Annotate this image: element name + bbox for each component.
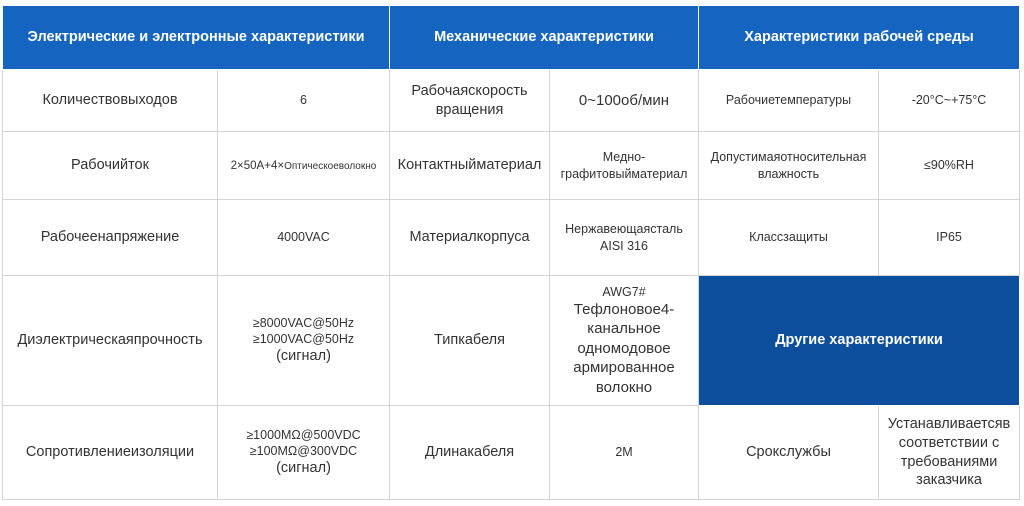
table-row (3, 200, 1020, 276)
dielectric-strength-label: Диэлектрическаяпрочность (3, 276, 218, 406)
operating-voltage-value: 4000VAC (218, 200, 390, 276)
operating-current-value (218, 132, 390, 200)
cable-length-value: 2M (550, 406, 699, 500)
rotation-speed-label: Рабочаяскорость вращения (390, 70, 550, 132)
rotation-speed-value: 0~100об/мин (550, 70, 699, 132)
cable-length-label: Длинакабеля (390, 406, 550, 500)
humidity-label: Допустимаяотносительная влажность (699, 132, 879, 200)
operating-current-main: 2×50A+4× (230, 160, 285, 173)
cable-type-label: Типкабеля (390, 276, 550, 406)
operating-voltage-label: Рабочеенапряжение (3, 200, 218, 276)
contact-material-value: Медно-графитовыйматериал (550, 132, 699, 200)
cable-gauge: AWG7# (602, 284, 646, 299)
dielectric-strength-note: (сигнал) (276, 348, 331, 365)
operating-current-label: Рабочийток (3, 132, 218, 200)
operating-temperature-value: -20°C~+75°C (879, 70, 1020, 132)
protection-class-label: Классзащиты (699, 200, 879, 276)
cable-type-value (550, 276, 699, 406)
table-row (3, 132, 1020, 200)
insulation-resistance-power: ≥1000MΩ@500VDC (246, 427, 361, 442)
insulation-resistance-signal: ≥100MΩ@300VDC (249, 444, 358, 459)
header-row (3, 6, 1020, 70)
table-row (3, 70, 1020, 132)
housing-material-value: Нержавеющаясталь AISI 316 (550, 200, 699, 276)
outputs-count-label: Количествовыходов (3, 70, 218, 132)
dielectric-strength-power: ≥8000VAC@50Hz (252, 315, 355, 330)
mechanical-header: Механические характеристики (390, 6, 699, 70)
humidity-value: ≤90%RH (879, 132, 1020, 200)
operating-temperature-label: Рабочиетемпературы (699, 70, 879, 132)
outputs-count-value: 6 (218, 70, 390, 132)
protection-class-value: IP65 (879, 200, 1020, 276)
service-life-label: Срокслужбы (699, 406, 879, 500)
dielectric-strength-signal: ≥1000VAC@50Hz (252, 332, 355, 347)
specifications-table (2, 5, 1020, 500)
insulation-resistance-label: Сопротивлениеизоляции (3, 406, 218, 500)
electrical-header: Электрические и электронные характеристики (3, 6, 390, 70)
housing-material-label: Материалкорпуса (390, 200, 550, 276)
operating-current-fiber: Оптическоеволокно (284, 161, 377, 173)
other-header: Другие характеристики (699, 276, 1020, 406)
cable-fiber-description: Тефлоновое4-канальное одномодовое армированное волокно (573, 300, 675, 396)
service-life-value: Устанавливаетсяв соответствии с требованиями заказчика (879, 406, 1020, 500)
insulation-resistance-value (218, 406, 390, 500)
table-row (3, 276, 1020, 406)
dielectric-strength-value (218, 276, 390, 406)
contact-material-label: Контактныйматериал (390, 132, 550, 200)
environment-header: Характеристики рабочей среды (699, 6, 1020, 70)
table-row (3, 406, 1020, 500)
insulation-resistance-note: (сигнал) (276, 460, 331, 477)
